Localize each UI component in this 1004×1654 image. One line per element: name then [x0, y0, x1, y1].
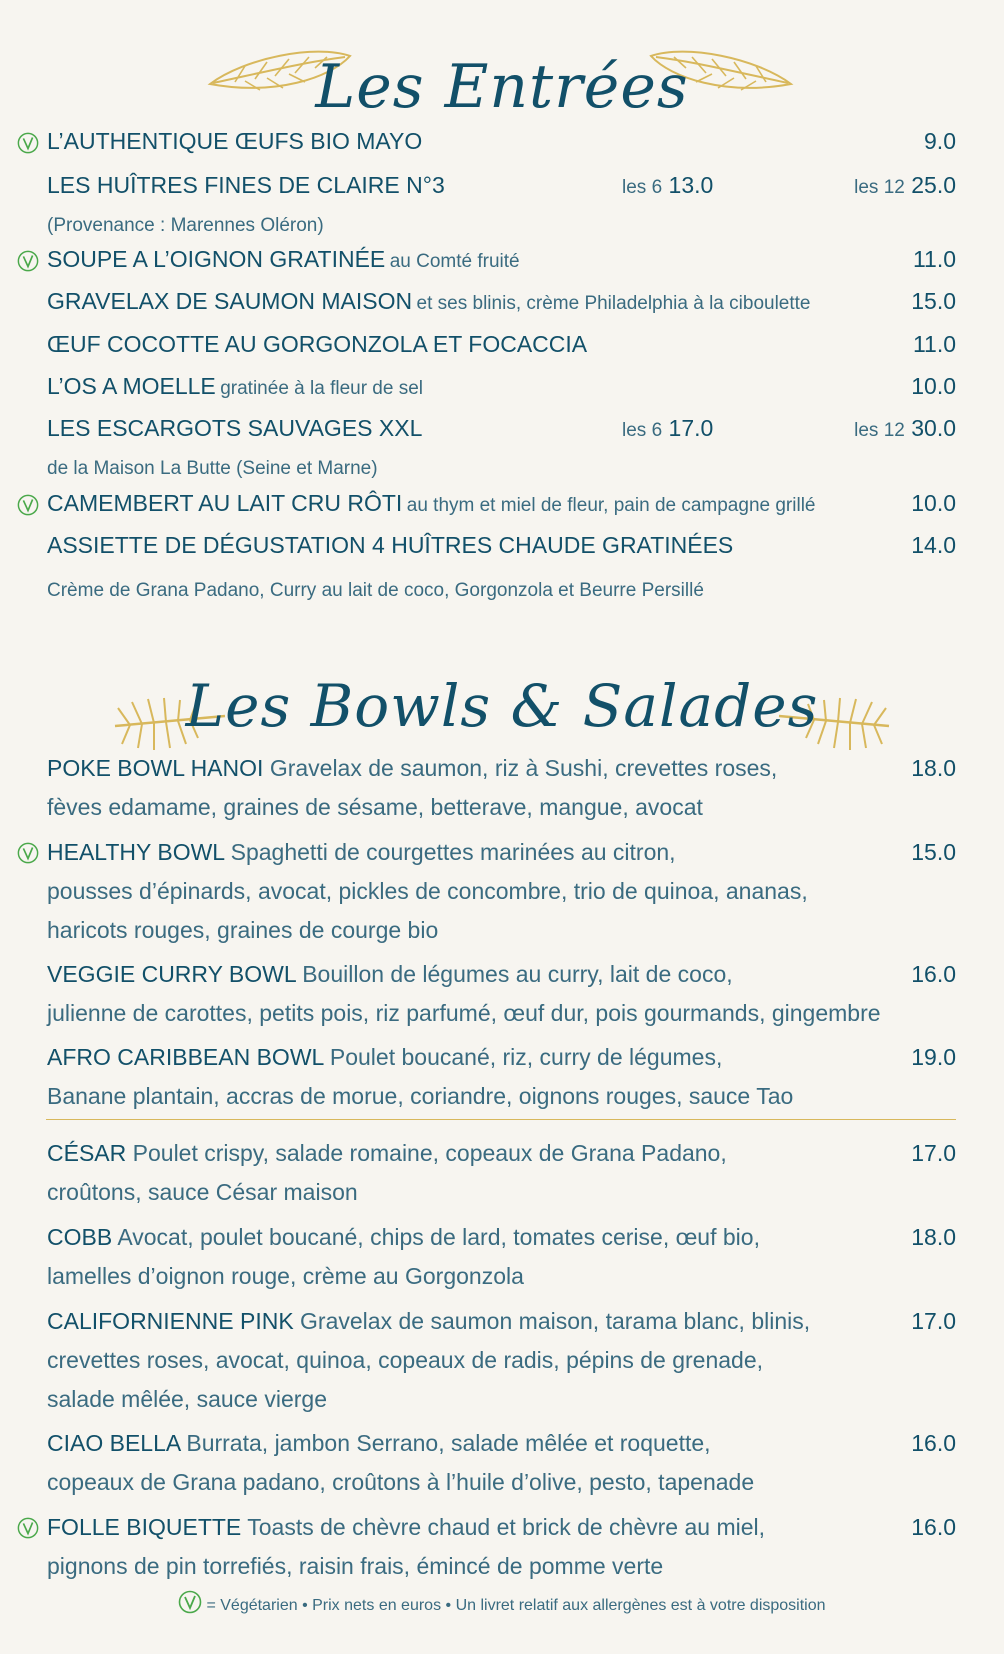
bowl-price: 17.0: [911, 1308, 956, 1334]
entree-price: 15.0: [911, 288, 956, 314]
bowl-desc-2: crevettes roses, avocat, quinoa, copeaux de radis, pépins de grenade,: [47, 1347, 764, 1373]
entree-item: [47, 172, 957, 199]
bowl-price: 15.0: [911, 839, 956, 865]
bowl-name: POKE BOWL HANOI: [47, 755, 264, 781]
entree-item: [47, 331, 957, 358]
price-12-label: les 12: [854, 420, 905, 441]
bowl-name: CALIFORNIENNE PINK: [47, 1308, 294, 1334]
bowl-desc-1: Gravelax de saumon, riz à Sushi, crevettes roses,: [269, 755, 778, 781]
price-12-value: 25.0: [911, 172, 956, 198]
price-6: [622, 172, 713, 199]
bowl-price: 18.0: [911, 755, 956, 781]
bowl-desc-1: Spaghetti de courgettes marinées au citron,: [230, 839, 676, 865]
price-12: [854, 172, 956, 199]
price-6-value: 17.0: [668, 415, 714, 441]
bowl-desc-1: Gravelax de saumon maison, tarama blanc, blinis,: [300, 1308, 811, 1334]
bowl-item: [47, 749, 927, 827]
bowl-name: VEGGIE CURRY BOWL: [47, 961, 296, 987]
price-12: [854, 415, 956, 442]
entree-name: ŒUF COCOTTE AU GORGONZOLA ET FOCACCIA: [47, 331, 588, 357]
entree-desc: et ses blinis, crème Philadelphia à la ciboulette: [416, 293, 811, 314]
entree-desc: au thym et miel de fleur, pain de campagne grillé: [406, 495, 816, 516]
entree-item: [47, 490, 957, 517]
bowl-item: [47, 1038, 927, 1116]
bowl-desc-1: Toasts de chèvre chaud et brick de chèvre au miel,: [247, 1514, 766, 1540]
bowl-desc-1: Avocat, poulet boucané, chips de lard, tomates cerise, œuf bio,: [117, 1224, 760, 1250]
price-6-value: 13.0: [668, 172, 714, 198]
bowl-item: [47, 1134, 927, 1212]
bowl-line-1: [47, 1508, 927, 1547]
bowl-desc-1: Bouillon de légumes au curry, lait de coco,: [302, 961, 733, 987]
vegetarian-v-icon: [178, 1590, 202, 1614]
price-12-value: 30.0: [911, 415, 956, 441]
bowl-price: 17.0: [911, 1140, 956, 1166]
bowl-desc-2: julienne de carottes, petits pois, riz parfumé, œuf dur, pois gourmands, gingembre: [47, 1000, 881, 1026]
entree-name: SOUPE A L’OIGNON GRATINÉE: [47, 246, 386, 272]
bowl-line-1: [47, 833, 927, 872]
entree-name: GRAVELAX DE SAUMON MAISON: [47, 288, 413, 314]
section-divider: [46, 1119, 956, 1120]
entree-item: [47, 373, 957, 400]
bowl-item: [47, 833, 927, 950]
bowl-line-1: [47, 1302, 927, 1341]
bowl-price: 16.0: [911, 1430, 956, 1456]
entree-item: [47, 532, 957, 559]
bowl-name: CIAO BELLA: [47, 1430, 180, 1456]
bowl-line-1: [47, 955, 927, 994]
bowl-item: [47, 1508, 927, 1586]
bowl-item: [47, 1218, 927, 1296]
bowl-line-1: [47, 1038, 927, 1077]
bowl-item: [47, 1424, 927, 1502]
entree-price: 11.0: [912, 331, 956, 357]
entree-item: [47, 128, 957, 155]
bowl-desc-2: pignons de pin torrefiés, raisin frais, émincé de pomme verte: [47, 1553, 664, 1579]
vegetarian-v-icon: [17, 842, 39, 864]
price-12-label: les 12: [854, 177, 905, 198]
footer-text: = Végétarien • Prix nets en euros • Un livret relatif aux allergènes est à votre disposition: [206, 1597, 826, 1614]
entree-name: LES HUÎTRES FINES DE CLAIRE N°3: [47, 172, 445, 198]
bowl-price: 16.0: [911, 1514, 956, 1540]
bowl-desc-2: Banane plantain, accras de morue, coriandre, oignons rouges, sauce Tao: [47, 1083, 794, 1109]
entree-item: [47, 246, 957, 273]
entree-subtext: Crème de Grana Padano, Curry au lait de coco, Gorgonzola et Beurre Persillé: [47, 580, 704, 601]
vegetarian-v-icon: [17, 494, 39, 516]
entree-desc: gratinée à la fleur de sel: [220, 378, 424, 399]
bowl-line-1: [47, 749, 927, 788]
vegetarian-v-icon: [17, 1517, 39, 1539]
bowl-name: HEALTHY BOWL: [47, 839, 225, 865]
entree-subtext: (Provenance : Marennes Oléron): [47, 215, 324, 236]
entree-name: LES ESCARGOTS SAUVAGES XXL: [47, 415, 423, 441]
bowl-desc-2: croûtons, sauce César maison: [47, 1179, 358, 1205]
entree-name: L’AUTHENTIQUE ŒUFS BIO MAYO: [47, 128, 423, 154]
bowl-item: [47, 955, 927, 1033]
price-6-label: les 6: [622, 177, 663, 198]
bowl-desc-1: Poulet boucané, riz, curry de légumes,: [329, 1044, 723, 1070]
price-6: [622, 415, 713, 442]
bowl-desc-1: Poulet crispy, salade romaine, copeaux de Grana Padano,: [132, 1140, 727, 1166]
bowl-desc-2: fèves edamame, graines de sésame, betterave, mangue, avocat: [47, 794, 703, 820]
entree-item: [47, 288, 957, 315]
bowl-desc-2: lamelles d’oignon rouge, crème au Gorgonzola: [47, 1263, 524, 1289]
bowl-name: AFRO CARIBBEAN BOWL: [47, 1044, 324, 1070]
section-title-bowls: Les Bowls & Salades: [185, 672, 819, 740]
bowl-name: COBB: [47, 1224, 113, 1250]
entree-name: CAMEMBERT AU LAIT CRU RÔTI: [47, 490, 403, 516]
bowl-item: [47, 1302, 927, 1419]
bowl-line-1: [47, 1424, 927, 1463]
entree-name: L’OS A MOELLE: [47, 373, 216, 399]
bowl-desc-3: haricots rouges, graines de courge bio: [47, 917, 439, 943]
bowl-desc-3: salade mêlée, sauce vierge: [47, 1386, 327, 1412]
vegetarian-v-icon: [17, 132, 39, 154]
bowl-name: CÉSAR: [47, 1140, 127, 1166]
entree-price: 10.0: [911, 373, 956, 399]
entree-item: [47, 415, 957, 442]
entree-name: ASSIETTE DE DÉGUSTATION 4 HUÎTRES CHAUDE GRATINÉES: [47, 532, 734, 558]
bowl-desc-2: copeaux de Grana padano, croûtons à l’huile d’olive, pesto, tapenade: [47, 1469, 755, 1495]
entree-price: 11.0: [912, 246, 956, 272]
bowl-price: 18.0: [911, 1224, 956, 1250]
vegetarian-v-icon: [17, 250, 39, 272]
price-6-label: les 6: [622, 420, 663, 441]
entree-price: 10.0: [911, 490, 956, 516]
bowl-desc-2: pousses d’épinards, avocat, pickles de concombre, trio de quinoa, ananas,: [47, 878, 808, 904]
bowl-name: FOLLE BIQUETTE: [47, 1514, 242, 1540]
bowl-price: 16.0: [911, 961, 956, 987]
bowl-line-1: [47, 1218, 927, 1257]
entree-subtext: de la Maison La Butte (Seine et Marne): [47, 458, 378, 479]
bowl-price: 19.0: [911, 1044, 956, 1070]
bowl-desc-1: Burrata, jambon Serrano, salade mêlée et roquette,: [186, 1430, 711, 1456]
bowl-line-1: [47, 1134, 927, 1173]
entree-price: 9.0: [924, 128, 956, 154]
section-title-entrees: Les Entrées: [315, 52, 689, 122]
footer-note: [0, 1590, 1004, 1615]
entree-price: 14.0: [911, 532, 956, 558]
entree-desc: au Comté fruité: [389, 251, 520, 272]
